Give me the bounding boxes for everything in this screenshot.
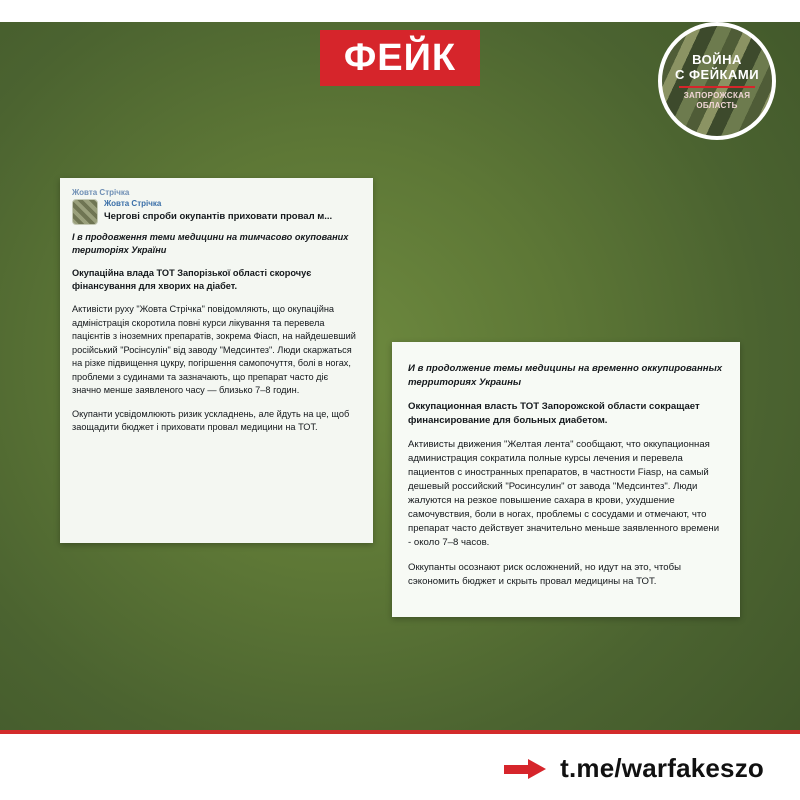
arrow-right-icon — [504, 759, 546, 779]
channel-name: Жовта Стрічка — [104, 199, 162, 208]
logo-separator — [679, 86, 755, 88]
post-highlight-ru: Оккупационная власть ТОТ Запорожской области сокращает финансирование для больных диабетом. — [408, 401, 700, 426]
channel-name-top: Жовта Стрічка — [72, 188, 130, 197]
channel-avatar — [72, 199, 98, 225]
post-paragraph-uk-2: Окупанти усвідомлюють ризик ускладнень, але йдуть на це, щоб заощадити бюджет і приховати провал медицини на ТОТ. — [72, 408, 350, 432]
logo-line-two: С ФЕЙКАМИ — [674, 66, 760, 82]
post-title: Чергові спроби окупантів приховати провал м... — [104, 211, 333, 222]
telegram-link-label[interactable]: t.me/warfakeszo — [560, 753, 764, 783]
logo-region-label: ЗАПОРОЖСКАЯ ОБЛАСТЬ — [683, 90, 751, 110]
fake-banner-label: ФЕЙК — [343, 36, 457, 79]
post-paragraph-ru-1: Активисты движения "Желтая лента" сообщают, что оккупационная администрация сократила полные курсы лечения и перевела пациентов с иностранных препаратов, в частности Fiasp, на самый дешевый российский "Росинсулин" от завода "Медсинтез". Люди жалуются на резкое повышение сахара в крови, ухудшение самочувствия, боли в ногах, проблемы с сосудами и отмечают, что препарат часто действует значительно меньше заявленного времени - около 7–8 часов. — [408, 439, 720, 548]
post-lead-ru: И в продолжение темы медицины на временно оккупированных территориях Украины — [408, 363, 723, 388]
post-header-text — [104, 199, 332, 223]
post-lead-uk: І в продовження теми медицини на тимчасово окупованих територіях України — [72, 232, 349, 255]
footer-link-group[interactable] — [504, 753, 764, 784]
logo-line-one: ВОЙНА — [692, 51, 742, 67]
post-header — [72, 199, 359, 225]
telegram-post-card-ukrainian — [60, 178, 373, 543]
post-paragraph-ru-2: Оккупанты осознают риск осложнений, но идут на это, чтобы сэкономить бюджет и скрыть провал медицины на ТОТ. — [408, 562, 681, 587]
top-white-band — [0, 0, 800, 22]
warfakes-logo-badge — [658, 22, 776, 140]
post-highlight-uk: Окупаційна влада ТОТ Запорізької області скорочує фінансування для хворих на діабет. — [72, 268, 312, 291]
fake-banner — [320, 30, 480, 86]
telegram-post-card-russian — [392, 342, 740, 617]
post-paragraph-uk-1: Активісти руху "Жовта Стрічка" повідомляють, що окупаційна адміністрація скоротила повні курси лікування та перевела пацієнтів з іноземних препаратів, зокрема Фіасп, на найдешевший російський "Росінсулін" від заводу "Медсинтез". Люди скаржаться на різке підвищення цукру, погіршення самопочуття, болі в ногах, проблеми з судинами та зазначають, що препарат часто діє значно менше заявленого часу — близько 7–8 годин. — [72, 304, 356, 395]
